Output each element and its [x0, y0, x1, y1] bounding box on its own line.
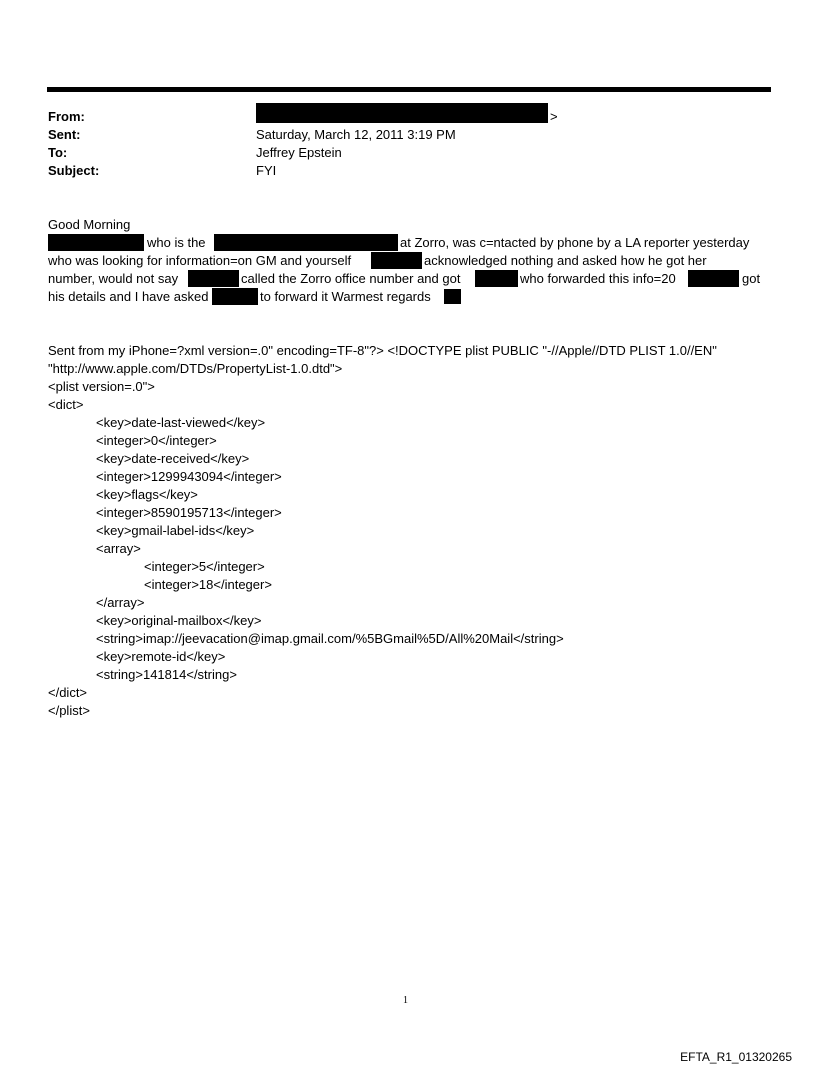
document-id: EFTA_R1_01320265 — [680, 1050, 792, 1064]
redaction-body-3 — [371, 252, 422, 269]
xml-line: <key>original-mailbox</key> — [96, 613, 262, 628]
xml-line: <string>imap://jeevacation@imap.gmail.com/%5BGmail%5D/All%20Mail</string> — [96, 631, 564, 646]
sent-label: Sent: — [48, 127, 81, 142]
from-label: From: — [48, 109, 85, 124]
redaction-body-2 — [214, 234, 398, 251]
xml-line: <key>date-last-viewed</key> — [96, 415, 266, 430]
xml-line: "http://www.apple.com/DTDs/PropertyList-1.0.dtd"> — [48, 361, 343, 376]
xml-line: <string>141814</string> — [96, 667, 237, 682]
body-line3-a: number, would not say — [48, 271, 179, 286]
body-line2-b: acknowledged nothing and asked how he got her — [424, 253, 707, 268]
xml-line: <plist version=.0"> — [48, 379, 155, 394]
xml-line: Sent from my iPhone=?xml version=.0" encoding=TF-8"?> <!DOCTYPE plist PUBLIC "-//Apple//DTD PLIST 1.0//EN" — [48, 343, 717, 358]
body-line3-b: called the Zorro office number and got — [241, 271, 461, 286]
xml-line: <dict> — [48, 397, 84, 412]
xml-line: </array> — [96, 595, 145, 610]
subject-value: FYI — [256, 163, 277, 178]
subject-label: Subject: — [48, 163, 100, 178]
body-line3-c: who forwarded this info=20 — [520, 271, 676, 286]
xml-line: <integer>18</integer> — [144, 577, 272, 592]
redaction-body-1 — [48, 234, 144, 251]
body-line2-a: who was looking for information=on GM and yourself — [48, 253, 352, 268]
xml-line: </plist> — [48, 703, 90, 718]
xml-line: <key>flags</key> — [96, 487, 198, 502]
sent-value: Saturday, March 12, 2011 3:19 PM — [256, 127, 456, 142]
to-value: Jeffrey Epstein — [256, 145, 342, 160]
xml-line: <key>gmail-label-ids</key> — [96, 523, 255, 538]
redaction-from — [256, 103, 548, 123]
xml-line: <integer>1299943094</integer> — [96, 469, 282, 484]
xml-line: </dict> — [48, 685, 88, 700]
xml-line: <integer>0</integer> — [96, 433, 217, 448]
from-suffix: > — [550, 109, 558, 124]
body-line1-a: who is the — [147, 235, 206, 250]
redaction-body-7 — [212, 288, 258, 305]
redaction-body-8 — [444, 289, 461, 304]
body-line1-b: at Zorro, was c=ntacted by phone by a LA reporter yesterday — [400, 235, 750, 250]
xml-line: <integer>5</integer> — [144, 559, 265, 574]
redaction-body-6 — [688, 270, 739, 287]
xml-line: <array> — [96, 541, 141, 556]
greeting: Good Morning — [48, 217, 131, 232]
body-line4-b: to forward it Warmest regards — [260, 289, 431, 304]
body-line3-d: got — [742, 271, 761, 286]
header-rule — [47, 87, 771, 92]
xml-line: <integer>8590195713</integer> — [96, 505, 282, 520]
to-label: To: — [48, 145, 68, 160]
xml-line: <key>remote-id</key> — [96, 649, 226, 664]
page-number: 1 — [403, 995, 408, 1006]
xml-line: <key>date-received</key> — [96, 451, 250, 466]
redaction-body-5 — [475, 270, 518, 287]
redaction-body-4 — [188, 270, 239, 287]
body-line4-a: his details and I have asked — [48, 289, 209, 304]
